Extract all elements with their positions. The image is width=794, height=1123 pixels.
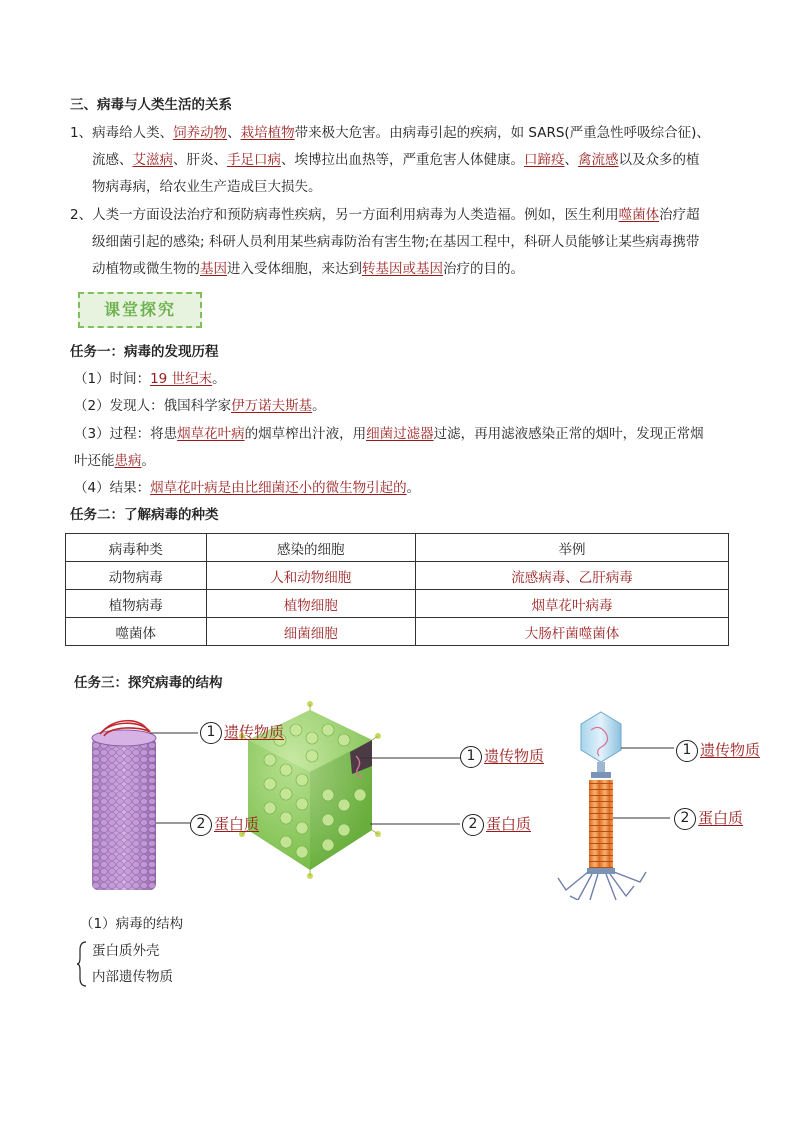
text: 物病毒病，给农业生产造成巨大损失。 (92, 179, 322, 195)
task1-result (74, 478, 420, 498)
answer: 栽培植物 (240, 125, 295, 141)
text: 治疗超 (659, 207, 700, 223)
answer: 基因 (200, 261, 227, 277)
answer: 口蹄疫 (524, 152, 565, 168)
text: 叶还能 (74, 453, 115, 469)
answer: 患病 (114, 453, 142, 469)
rod-genetic-label (200, 721, 284, 744)
table-cell: 动物病毒 (66, 562, 207, 590)
text: 、埃博拉出血热等，严重危害人体健康。 (281, 152, 524, 168)
text: （4）结果： (74, 480, 151, 496)
rod-protein-label (190, 813, 259, 836)
shell-item: 蛋白质外壳 (92, 943, 160, 959)
text: 。 (312, 398, 326, 414)
answer: 饲养动物 (173, 125, 228, 141)
text: 带来极大危害。由病毒引起的疾病，如 SARS(严重急性呼吸综合征)、 (294, 125, 710, 141)
answer: 遗传物质 (700, 741, 761, 759)
answer: 烟草花叶病是由比细菌还小的微生物引起的 (150, 480, 407, 496)
rod-virus (92, 721, 198, 890)
banner-classroom-inquiry: 课堂探究 (78, 292, 202, 328)
text: （3）过程：将患 (74, 426, 178, 442)
text: 。 (406, 480, 421, 496)
text: 。 (212, 371, 226, 387)
task1-time (74, 369, 226, 389)
answer: 遗传物质 (224, 723, 285, 741)
answer: 细菌过滤器 (366, 426, 434, 442)
section3-p1-line3 (92, 177, 322, 197)
answer: 蛋白质 (698, 809, 744, 827)
task3-heading: 任务三：探究病毒的结构 (74, 675, 223, 691)
text: 进入受体细胞，来达到 (227, 261, 362, 277)
table-cell: 细菌细胞 (206, 618, 416, 646)
text: 治疗的目的。 (443, 261, 524, 277)
phage-protein-label (674, 807, 743, 830)
table-header: 感染的细胞 (206, 534, 416, 562)
answer: 转基因或基因 (362, 261, 443, 277)
text: 、 (564, 152, 578, 168)
text: 的烟草榨出汁液，用 (244, 426, 367, 442)
number-circle: 1 (460, 746, 482, 768)
answer: 蛋白质 (214, 815, 260, 833)
text: 、肝炎、 (173, 152, 227, 168)
task1-heading: 任务一：病毒的发现历程 (70, 344, 219, 360)
virus-types-table (65, 533, 729, 646)
inner-item: 内部遗传物质 (92, 969, 173, 985)
table-row (66, 618, 729, 646)
text: 以及众多的植 (618, 152, 700, 168)
section3-p2-line3 (92, 259, 524, 279)
task1-finder (74, 396, 326, 416)
number-circle: 1 (676, 740, 698, 762)
table-cell: 植物细胞 (206, 590, 416, 618)
answer: 手足口病 (227, 152, 281, 168)
answer: 伊万诺夫斯基 (231, 398, 313, 414)
text: 动植物或微生物的 (92, 261, 200, 277)
text: 、 (227, 125, 241, 141)
text: 过滤，再用滤液感染正常的烟叶，发现正常烟 (433, 426, 704, 442)
answer: 19 世纪末 (150, 371, 213, 387)
table-cell: 大肠杆菌噬菌体 (416, 618, 729, 646)
text: 级细菌引起的感染; 科研人员利用某些病毒防治有害生物;在基因工程中，科研人员能够让某些病毒携带 (92, 234, 700, 250)
answer: 艾滋病 (132, 152, 173, 168)
phage-genetic-label (676, 739, 760, 762)
answer: 禽流感 (578, 152, 619, 168)
table-cell: 流感病毒、乙肝病毒 (416, 562, 729, 590)
task2-heading: 任务二：了解病毒的种类 (70, 507, 219, 523)
table-cell: 噬菌体 (66, 618, 207, 646)
text: 2、人类一方面设法治疗和预防病毒性疾病，另一方面利用病毒为人类造福。例如，医生利用 (70, 207, 619, 223)
table-row (66, 590, 729, 618)
bacteriophage (558, 712, 674, 900)
text: （2）发现人：俄国科学家 (74, 398, 232, 414)
text: （1）时间： (74, 371, 151, 387)
task1-process-line1 (74, 424, 704, 444)
section3-p2-line2 (92, 232, 699, 252)
table-header: 举例 (416, 534, 729, 562)
icosa-protein-label (462, 813, 531, 836)
number-circle: 2 (462, 814, 484, 836)
number-circle: 2 (674, 808, 696, 830)
structure-title: （1）病毒的结构 (80, 916, 184, 932)
table-row (66, 562, 729, 590)
answer: 遗传物质 (484, 747, 545, 765)
table-header-row (66, 534, 729, 562)
table-cell: 人和动物细胞 (206, 562, 416, 590)
brace-icon (76, 940, 88, 988)
icosa-genetic-label (460, 745, 544, 768)
section3-heading: 三、病毒与人类生活的关系 (70, 97, 232, 113)
number-circle: 1 (200, 722, 222, 744)
virus-structure-figure (60, 700, 760, 900)
number-circle: 2 (190, 814, 212, 836)
section3-p1-line1 (70, 123, 710, 143)
section3-p1-line2 (92, 150, 700, 170)
table-cell: 烟草花叶病毒 (416, 590, 729, 618)
section3-p2-line1 (70, 205, 700, 225)
text: 流感、 (92, 152, 133, 168)
table-header: 病毒种类 (66, 534, 207, 562)
task1-process-line2 (74, 451, 155, 471)
answer: 噬菌体 (618, 207, 660, 223)
text: 1、病毒给人类、 (70, 125, 174, 141)
answer: 烟草花叶病 (177, 426, 245, 442)
text: 。 (141, 453, 155, 469)
answer: 蛋白质 (486, 815, 532, 833)
table-cell: 植物病毒 (66, 590, 207, 618)
